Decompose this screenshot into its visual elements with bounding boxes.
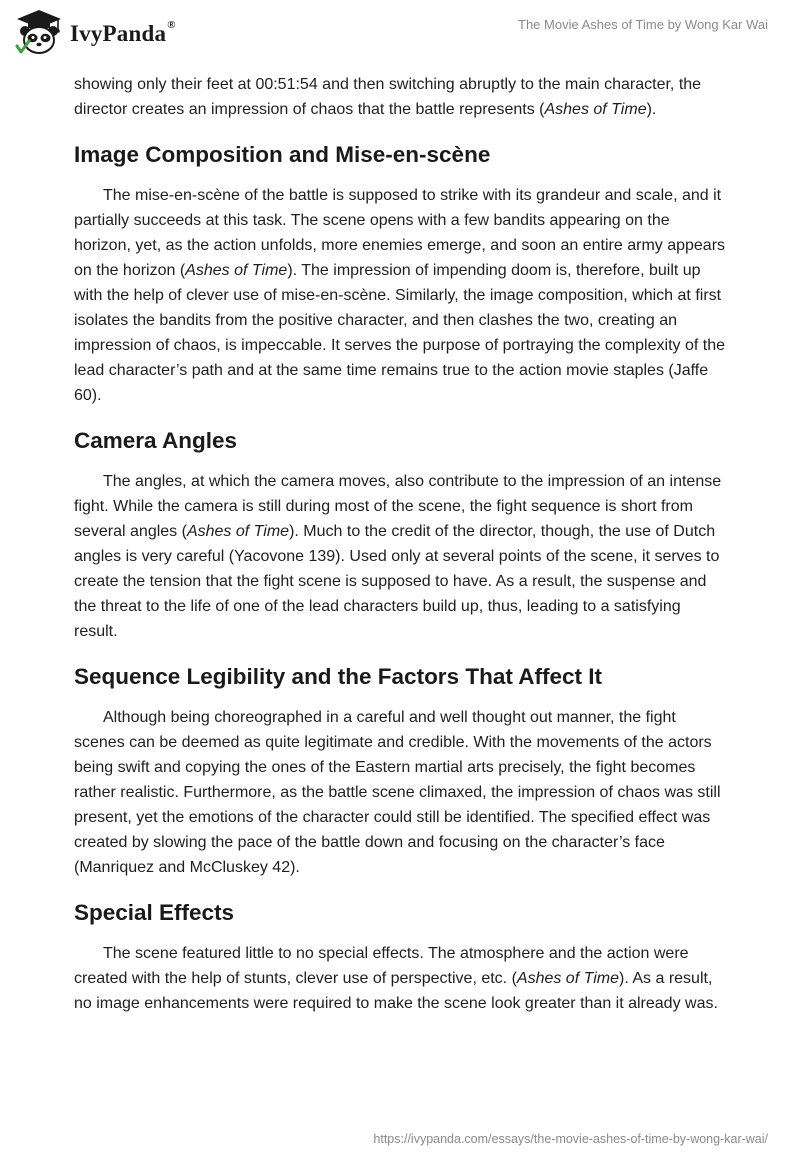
source-url-link[interactable]: https://ivypanda.com/essays/the-movie-ashes-of-time-by-wong-kar-wai/ bbox=[373, 1132, 768, 1146]
section-paragraph-image-composition: The mise-en-scène of the battle is supposed to strike with its grandeur and scale, and it partially succeeds at this task. The scene opens with a few bandits appearing on the horizon, yet, as the action unfolds, more enemies emerge, and soon an entire army appears on the horizon (Ashes of Time). The impression of impending doom is, therefore, built up with the help of clever use of mise-en-scène. Similarly, the image composition, which at first isolates the bandits from the positive character, and then clashes the two, creating an impression of chaos, is impeccable. It serves the purpose of portraying the complexity of the lead character’s path and at the same time remains true to the action movie staples (Jaffe 60). bbox=[74, 187, 726, 404]
logo-wordmark bbox=[70, 21, 176, 47]
citation-title: Ashes of Time bbox=[544, 101, 647, 118]
registered-mark: ® bbox=[167, 19, 176, 31]
section-heading-sequence-legibility: Sequence Legibility and the Factors That Affect It bbox=[74, 664, 602, 689]
section-heading-camera-angles: Camera Angles bbox=[74, 428, 237, 453]
section-paragraph-sequence-legibility: Although being choreographed in a careful and well thought out manner, the fight scenes can be deemed as quite legitimate and credible. With the movements of the actors being swift and copying the ones of the Eastern martial arts precisely, the fight becomes rather realistic. Furthermore, as the battle scene climaxed, the impression of chaos was still present, yet the emotions of the character could still be identified. The specified effect was created by slowing the pace of the battle down and focusing on the character’s face (Manriquez and McCluskey 42). bbox=[74, 709, 721, 876]
document-title: The Movie Ashes of Time by Wong Kar Wai bbox=[518, 17, 768, 32]
citation-title: Ashes of Time bbox=[516, 970, 620, 987]
citation-title: Ashes of Time bbox=[185, 262, 288, 279]
page-header bbox=[0, 0, 800, 64]
section-heading-image-composition: Image Composition and Mise-en-scène bbox=[74, 142, 491, 167]
citation-title: Ashes of Time bbox=[186, 523, 290, 540]
panda-graduate-icon bbox=[14, 8, 64, 56]
intro-paragraph: showing only their feet at 00:51:54 and then switching abruptly to the main character, the director creates an impression of chaos that the battle represents (Ashes of Time). bbox=[74, 76, 702, 118]
ivypanda-logo[interactable] bbox=[14, 6, 176, 58]
essay-content bbox=[74, 72, 728, 1016]
section-paragraph-special-effects: The scene featured little to no special effects. The atmosphere and the action were created with the help of stunts, clever use of perspective, etc. (Ashes of Time). As a result, no image enhancements were required to make the scene look greater than it already was. bbox=[74, 945, 718, 1012]
section-paragraph-camera-angles: The angles, at which the camera moves, also contribute to the impression of an intense fight. While the camera is still during most of the scene, the fight sequence is short from several angles (Ashes of Time). Much to the credit of the director, though, the use of Dutch angles is very careful (Yacovone 139). Used only at several points of the scene, it serves to create the tension that the fight scene is supposed to have. As a result, the suspense and the threat to the life of one of the lead characters build up, thus, leading to a satisfying result. bbox=[74, 473, 722, 640]
section-heading-special-effects: Special Effects bbox=[74, 900, 235, 925]
logo-text: IvyPanda bbox=[70, 21, 167, 46]
